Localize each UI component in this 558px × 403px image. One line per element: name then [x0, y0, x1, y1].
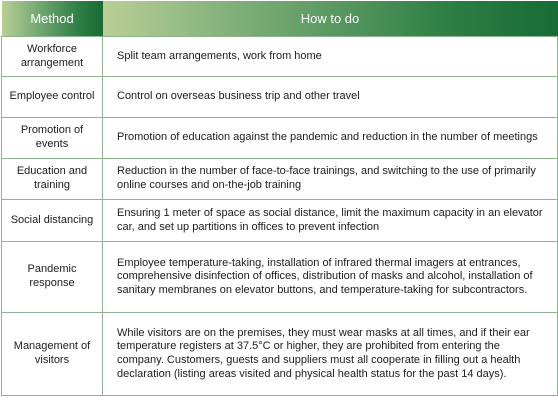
how-cell: Reduction in the number of face-to-face trainings, and switching to the use of primarily online courses and on-the-job training [103, 159, 558, 200]
method-cell: Education and training [2, 159, 103, 200]
method-cell: Management of visitors [2, 313, 103, 396]
table-row [2, 77, 558, 118]
how-cell: While visitors are on the premises, they must wear masks at all times, and if their ear temperature registers at 37.5°C or higher, they are prohibited from entering the company. Customers, guests and suppliers must all cooperate in filling out a health declaration (listing areas visited and physical health status for the past 14 days). [103, 313, 558, 396]
method-cell: Pandemic response [2, 242, 103, 313]
measures-table [1, 1, 558, 396]
table-row [2, 242, 558, 313]
how-cell: Control on overseas business trip and other travel [103, 77, 558, 118]
method-cell: Workforce arrangement [2, 37, 103, 77]
header-method: Method [2, 1, 103, 37]
how-cell: Ensuring 1 meter of space as social distance, limit the maximum capacity in an elevator car, and set up partitions in offices to prevent infection [103, 200, 558, 242]
table-row [2, 37, 558, 77]
method-cell: Social distancing [2, 200, 103, 242]
header-how-to-do: How to do [103, 1, 558, 37]
how-cell: Employee temperature-taking, installation of infrared thermal imagers at entrances, comprehensive disinfection of offices, distribution of masks and alcohol, installation of sanitary membranes on elevator buttons, and temperature-taking for subcontractors. [103, 242, 558, 313]
method-cell: Promotion of events [2, 118, 103, 159]
how-cell: Split team arrangements, work from home [103, 37, 558, 77]
table-row [2, 313, 558, 396]
table-header-row [2, 1, 558, 37]
table-row [2, 118, 558, 159]
table-row [2, 159, 558, 200]
method-cell: Employee control [2, 77, 103, 118]
table-row [2, 200, 558, 242]
how-cell: Promotion of education against the pandemic and reduction in the number of meetings [103, 118, 558, 159]
